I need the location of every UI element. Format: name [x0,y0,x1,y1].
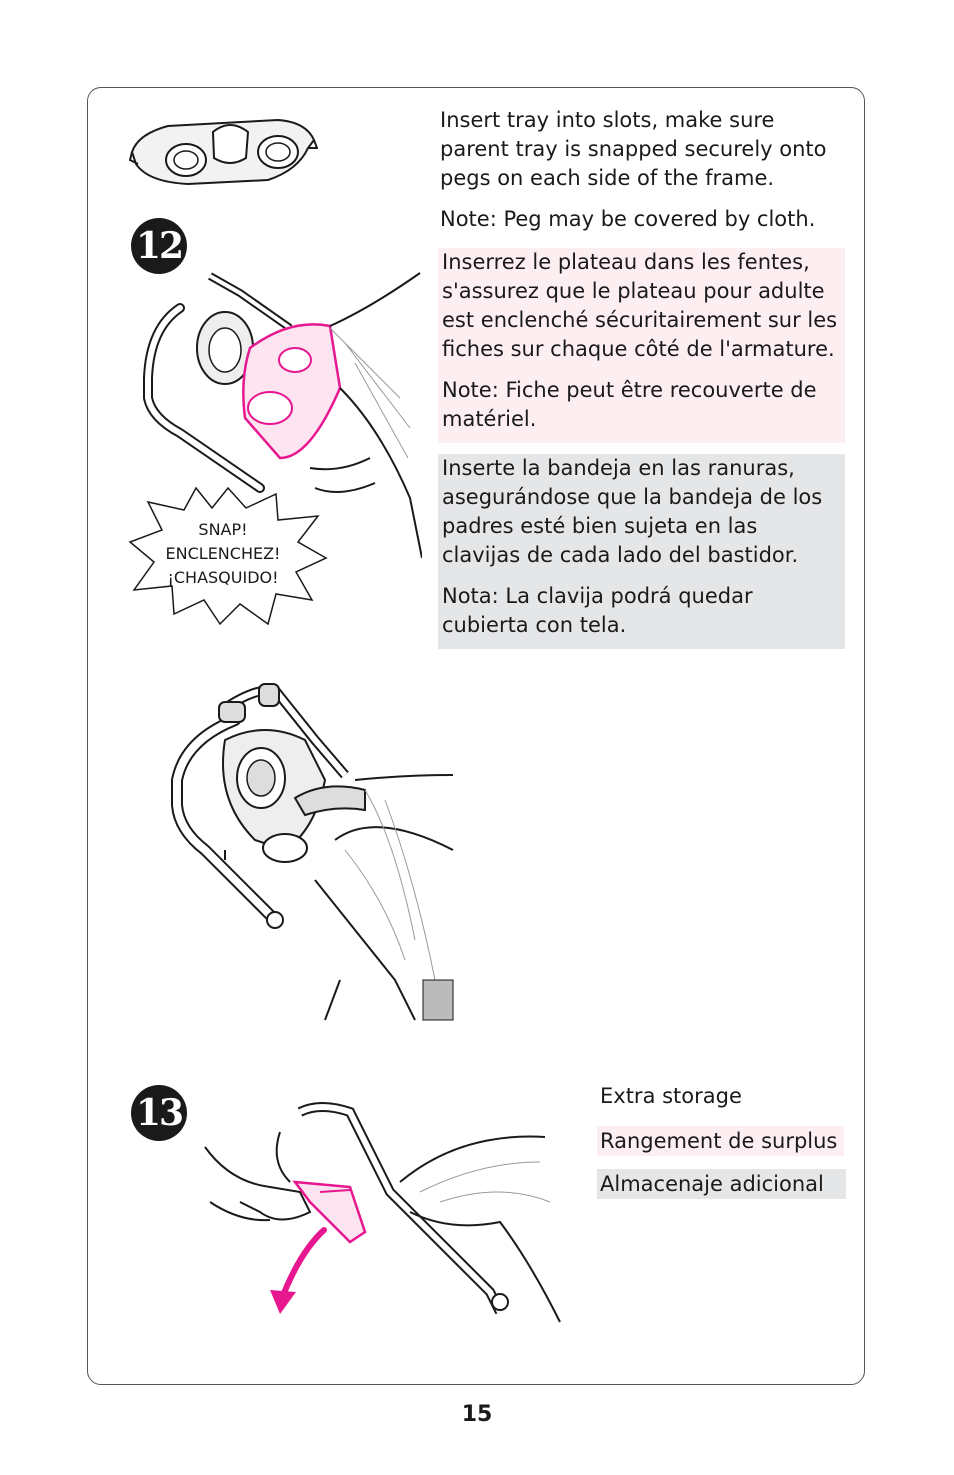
step-13-spanish-label: Almacenaje adicional [597,1169,846,1199]
step-12-french-note: Note: Fiche peut être recouverte de matériel. [442,378,817,431]
step-12-english-text [440,106,840,234]
step-13-english-label: Extra storage [600,1084,742,1108]
parent-tray-illustration [128,112,318,190]
step-12-english-note: Note: Peg may be covered by cloth. [440,207,816,231]
snap-burst-text [148,518,298,590]
snap-label-en: SNAP! [198,520,248,539]
snap-label-es: ¡CHASQUIDO! [167,568,279,587]
page-number: 15 [461,1402,493,1427]
tray-attached-illustration [165,680,455,1022]
snap-label-fr: ENCLENCHEZ! [165,544,281,563]
step-13-storage-illustration [200,1102,580,1352]
step-12-spanish-instruction: Inserte la bandeja en las ranuras, asegurándose que la bandeja de los padres esté bien sujeta en las clavijas de cada lado del bastidor. [442,456,823,567]
step-12-french-box [438,248,845,443]
step-13-french-label: Rangement de surplus [597,1126,844,1156]
step-12-spanish-box [438,454,845,649]
step-12-english-instruction: Insert tray into slots, make sure parent tray is snapped securely onto pegs on each side of the frame. [440,108,827,190]
step-12-badge: 12 [131,218,187,274]
step-13-badge: 13 [131,1085,187,1141]
step-12-spanish-note: Nota: La clavija podrá quedar cubierta con tela. [442,584,753,637]
step-12-french-instruction: Inserrez le plateau dans les fentes, s'assurez que le plateau pour adulte est enclenché sécuritairement sur les fiches sur chaque côté de l'armature. [442,250,838,361]
